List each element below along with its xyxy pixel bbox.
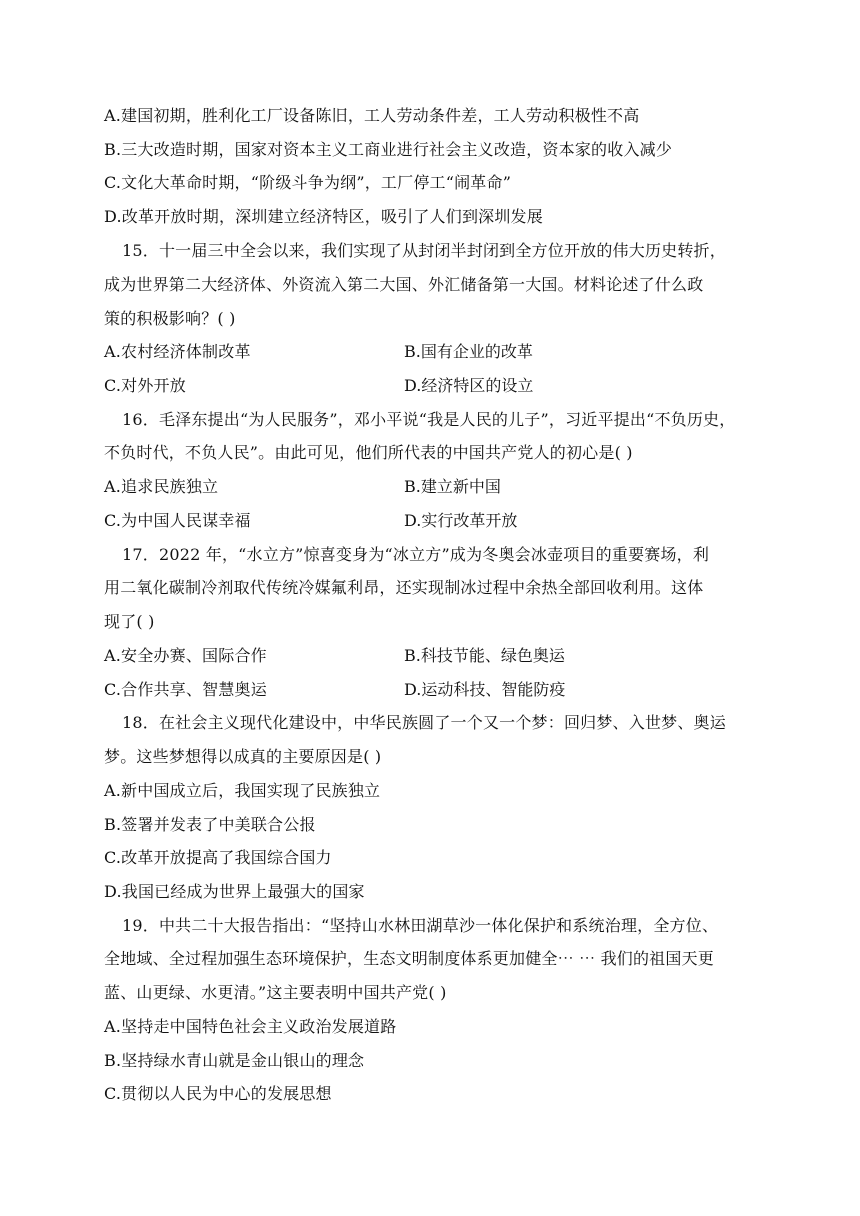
- q16-stem-line: 不负时代，不负人民”。由此可见，他们所代表的中国共产党人的初心是( ): [104, 443, 633, 462]
- q19-option-c: C.贯彻以人民为中心的发展思想: [104, 1084, 332, 1103]
- q16-stem-line: 16．毛泽东提出“为人民服务”，邓小平说“我是人民的儿子”，习近平提出“不负历史，: [122, 410, 736, 429]
- q17-option-c: C.合作共享、智慧奥运: [104, 680, 267, 699]
- q15-stem-line: 成为世界第二大经济体、外资流入第二大国、外汇储备第一大国。材料论述了什么政: [104, 275, 704, 294]
- q16-option-a: A.追求民族独立: [104, 477, 219, 496]
- q15-option-c: C.对外开放: [104, 376, 186, 395]
- q18-option-c: C.改革开放提高了我国综合国力: [104, 848, 332, 867]
- q14-option-c: C.文化大革命时期，“阶级斗争为纲”，工厂停工“闹革命”: [104, 173, 512, 192]
- q15-option-d: D.经济特区的设立: [404, 376, 534, 395]
- q14-option-b: B.三大改造时期，国家对资本主义工商业进行社会主义改造，资本家的收入减少: [104, 140, 673, 159]
- q19-option-a: A.坚持走中国特色社会主义政治发展道路: [104, 1017, 397, 1036]
- q16-option-c: C.为中国人民谋幸福: [104, 511, 251, 530]
- q17-stem-line: 用二氧化碳制冷剂取代传统冷媒氟利昂，还实现制冰过程中余热全部回收利用。这体: [104, 578, 704, 597]
- q17-stem-line: 17．2022 年，“水立方”惊喜变身为“冰立方”成为冬奥会冰壶项目的重要赛场，利: [122, 545, 710, 564]
- q19-stem-line: 蓝、山更绿、水更清。”这主要表明中国共产党( ): [104, 983, 447, 1002]
- q18-option-b: B.签署并发表了中美联合公报: [104, 815, 316, 834]
- q15-stem-line: 15．十一届三中全会以来，我们实现了从封闭半封闭到全方位开放的伟大历史转折，: [122, 241, 726, 260]
- q14-option-a: A.建国初期，胜利化工厂设备陈旧，工人劳动条件差，工人劳动积极性不高: [104, 106, 640, 125]
- q17-stem-line: 现了( ): [104, 612, 155, 631]
- q16-option-d: D.实行改革开放: [404, 511, 518, 530]
- q17-option-b: B.科技节能、绿色奥运: [404, 646, 565, 665]
- q18-stem-line: 18．在社会主义现代化建设中，中华民族圆了一个又一个梦：回归梦、入世梦、奥运: [122, 713, 726, 732]
- q18-stem-line: 梦。这些梦想得以成真的主要原因是( ): [104, 747, 382, 766]
- q18-option-d: D.我国已经成为世界上最强大的国家: [104, 882, 365, 901]
- q18-option-a: A.新中国成立后，我国实现了民族独立: [104, 781, 381, 800]
- q15-option-b: B.国有企业的改革: [404, 342, 533, 361]
- q19-stem-line: 19．中共二十大报告指出：“坚持山水林田湖草沙一体化保护和系统治理，全方位、: [122, 916, 719, 935]
- q17-option-d: D.运动科技、智能防疫: [404, 680, 566, 699]
- q16-option-b: B.建立新中国: [404, 477, 501, 496]
- q15-option-a: A.农村经济体制改革: [104, 342, 251, 361]
- q19-option-b: B.坚持绿水青山就是金山银山的理念: [104, 1051, 365, 1070]
- q19-stem-line: 全地域、全过程加强生态环境保护，生态文明制度体系更加健全⋯ ⋯ 我们的祖国天更: [104, 949, 714, 968]
- q17-option-a: A.安全办赛、国际合作: [104, 646, 267, 665]
- q15-stem-line: 策的积极影响？( ): [104, 309, 236, 328]
- q14-option-d: D.改革开放时期，深圳建立经济特区，吸引了人们到深圳发展: [104, 207, 543, 226]
